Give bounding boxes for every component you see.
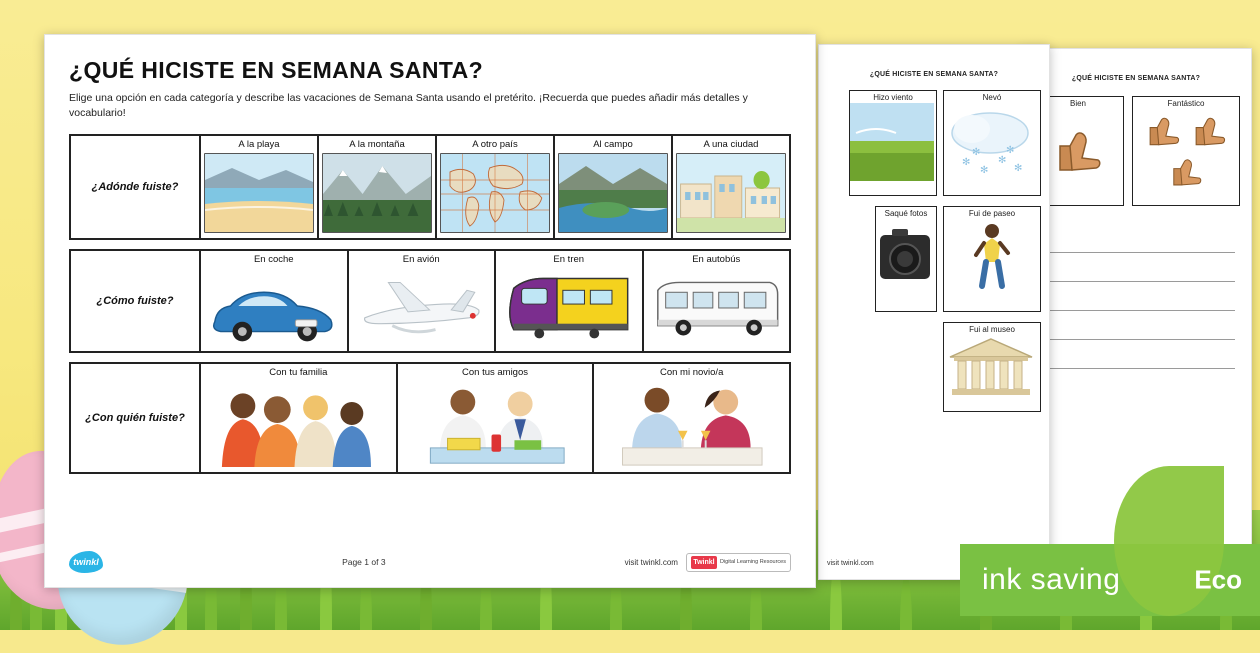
snow-cloud-image (944, 103, 1038, 181)
option-cell[interactable] (555, 136, 673, 238)
page-footer (69, 551, 791, 573)
world-map-image (440, 153, 550, 233)
table-row (69, 249, 791, 353)
sheet2-caption-0: Hizo viento (873, 93, 913, 102)
writing-line[interactable] (1037, 310, 1235, 311)
twinkl-badge (686, 553, 791, 572)
beach-image (204, 153, 314, 233)
thumbs-up-icon (1187, 109, 1231, 149)
museum-image (944, 335, 1038, 399)
svg-text:✻: ✻ (962, 157, 971, 168)
badge-label: Twinkl (691, 556, 717, 569)
svg-text:✻: ✻ (972, 147, 981, 158)
option-cell[interactable] (201, 136, 319, 238)
option-caption: En autobús (692, 254, 741, 266)
walking-person-image (944, 219, 1038, 297)
writing-line[interactable] (1037, 281, 1235, 282)
option-caption: Con mi novio/a (659, 367, 724, 379)
option-caption: A otro país (472, 139, 518, 151)
row-label-companion: ¿Con quién fuiste? (71, 364, 201, 472)
sheet3-caption-1: Fantástico (1167, 99, 1205, 108)
option-caption: Al campo (593, 139, 633, 151)
option-cell[interactable] (201, 364, 398, 472)
windy-field-image (850, 103, 934, 181)
option-caption: A una ciudad (703, 139, 759, 151)
blue-car-image (205, 268, 343, 346)
white-bus-image (648, 268, 786, 346)
logo-text: twinkl (73, 557, 99, 567)
page-title: ¿QUÉ HICISTE EN SEMANA SANTA? (69, 57, 484, 83)
svg-text:✻: ✻ (998, 155, 1007, 166)
option-caption: En coche (253, 254, 294, 266)
train-image (500, 268, 638, 346)
sheet3-caption-0: Bien (1069, 99, 1086, 108)
eco-ribbon (960, 544, 1260, 616)
writing-line[interactable] (1037, 339, 1235, 340)
option-cell[interactable] (496, 251, 644, 351)
option-cell[interactable] (673, 136, 789, 238)
table-row (69, 134, 791, 240)
option-cell[interactable] (594, 364, 789, 472)
friends-eating-image (402, 381, 589, 467)
option-cell[interactable] (437, 136, 555, 238)
instructions: Elige una opción en cada categoría y describe las vacaciones de Semana Santa usando el pretérito. ¡Recuerda que puedes añadir más detalles y vocabulario! (69, 92, 748, 120)
sheet2-caption-1: Nevó (982, 93, 1002, 102)
option-caption: En tren (553, 254, 585, 266)
eco-badge-label: Eco (1194, 564, 1242, 595)
badge-sub: Digital Learning Resources (719, 558, 786, 565)
svg-text:✻: ✻ (1006, 145, 1015, 156)
option-caption: A la playa (238, 139, 280, 151)
visit-url: visit twinkl.com (624, 557, 678, 567)
thumbs-up-icon (1141, 109, 1185, 149)
row-label-destination: ¿Adónde fuiste? (71, 136, 201, 238)
sheet2-visit: visit twinkl.com (827, 560, 874, 567)
sheet2-caption-2: Saqué fotos (884, 209, 928, 218)
row-label-transport: ¿Cómo fuiste? (71, 251, 201, 351)
thumbs-up-icon (1052, 120, 1104, 176)
worksheet-page-1[interactable] (44, 34, 816, 588)
twinkl-logo (69, 551, 103, 573)
option-cell[interactable] (644, 251, 790, 351)
writing-line[interactable] (1037, 368, 1235, 369)
eco-ribbon-label: ink saving (982, 563, 1121, 596)
sheet3-title: ¿QUÉ HICISTE EN SEMANA SANTA? (1071, 75, 1201, 82)
option-cell[interactable] (398, 364, 595, 472)
option-caption: Con tus amigos (462, 367, 529, 379)
option-caption: En avión (402, 254, 440, 266)
sheet2-caption-3: Fui de paseo (968, 209, 1016, 218)
countryside-lake-image (558, 153, 668, 233)
option-cell[interactable] (201, 251, 349, 351)
worksheet-page-2[interactable] (818, 44, 1050, 580)
page-number: Page 1 of 3 (342, 557, 386, 567)
option-cell[interactable] (349, 251, 497, 351)
camera-image (876, 219, 934, 295)
option-caption: Con tu familia (269, 367, 328, 379)
white-airplane-image (353, 268, 491, 346)
sheet2-title: ¿QUÉ HICISTE EN SEMANA SANTA? (869, 71, 999, 78)
family-group-image (205, 381, 392, 467)
sheet2-caption-4: Fui al museo (969, 325, 1015, 334)
table-row (69, 362, 791, 474)
couple-dinner-image (598, 381, 785, 467)
svg-text:✻: ✻ (980, 165, 989, 176)
city-buildings-image (676, 153, 786, 233)
writing-line[interactable] (1037, 252, 1235, 253)
option-cell[interactable] (319, 136, 437, 238)
svg-text:✻: ✻ (1014, 163, 1023, 174)
thumbs-up-icon (1164, 151, 1208, 189)
option-caption: A la montaña (349, 139, 405, 151)
mountain-image (322, 153, 432, 233)
